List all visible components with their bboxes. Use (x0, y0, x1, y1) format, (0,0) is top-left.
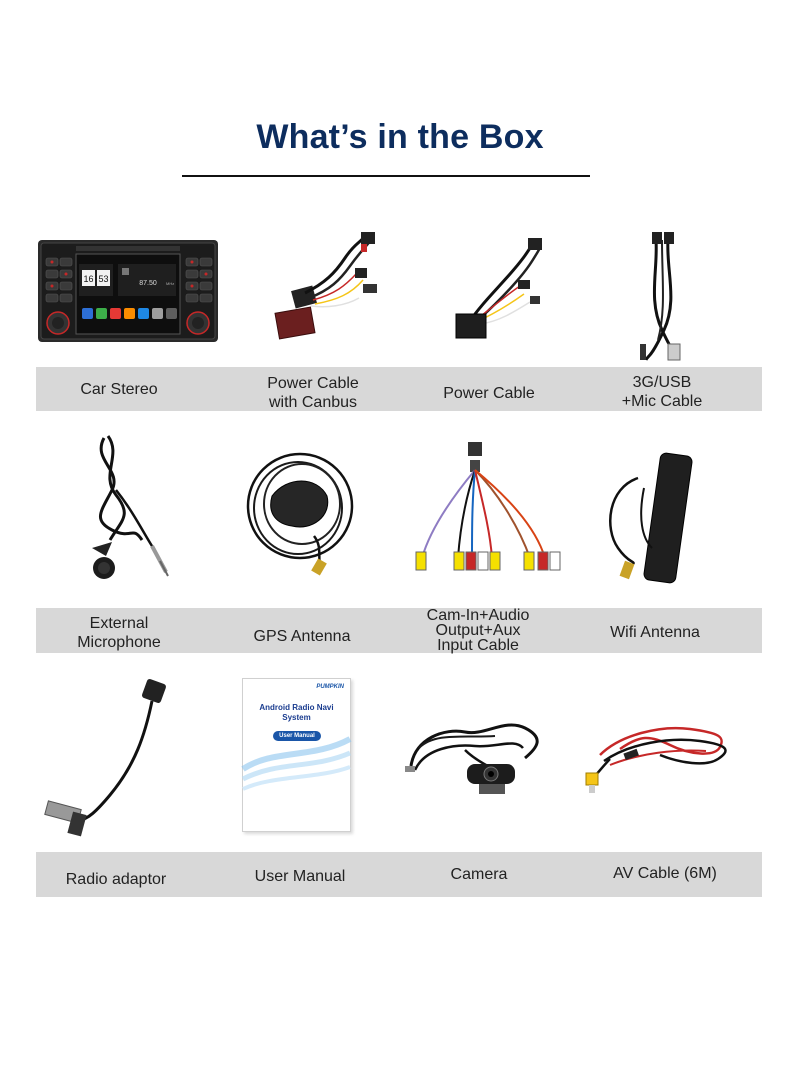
manual-logo: PUMPKIN (316, 684, 344, 690)
wifi-antenna-image (608, 448, 688, 586)
label-rca-cable: Cam-In+Audio Output+Aux Input Cable (426, 607, 530, 654)
usb-mic-cable-image (628, 230, 698, 365)
gps-antenna-image (242, 446, 362, 581)
power-cable-canbus-image (275, 228, 385, 348)
power-cable-image (450, 236, 550, 346)
av-cable-image (580, 715, 730, 795)
stereo-clock-minutes: 53 (98, 274, 109, 284)
rca-cable-image (410, 440, 560, 580)
label-gps-antenna: GPS Antenna (253, 628, 351, 645)
label-usb-mic-cable: 3G/USB +Mic Cable (621, 374, 703, 410)
label-av-cable: AV Cable (6M) (613, 865, 717, 882)
label-power-cable: Power Cable (443, 385, 535, 402)
label-wifi-antenna: Wifi Antenna (610, 624, 700, 641)
external-microphone-image (82, 430, 172, 590)
label-user-manual: User Manual (254, 868, 346, 885)
label-power-cable-canbus: Power Cable with Canbus (267, 375, 359, 411)
label-camera: Camera (450, 866, 508, 883)
user-manual-image (242, 678, 351, 832)
car-stereo-image (38, 240, 218, 342)
title-divider (182, 175, 590, 177)
manual-badge: User Manual (273, 731, 321, 741)
label-car-stereo: Car Stereo (80, 381, 158, 398)
camera-image (405, 708, 540, 800)
stereo-clock-hours: 16 (83, 274, 94, 284)
manual-heading: Android Radio Navi System (259, 703, 334, 722)
page-title: What’s in the Box (256, 118, 544, 156)
stereo-radio-band: MHz (166, 281, 175, 286)
label-radio-adaptor: Radio adaptor (65, 871, 167, 888)
radio-adaptor-image (40, 675, 170, 845)
stereo-radio-frequency: 87.50 (139, 280, 157, 287)
label-external-microphone: External Microphone (77, 615, 161, 651)
